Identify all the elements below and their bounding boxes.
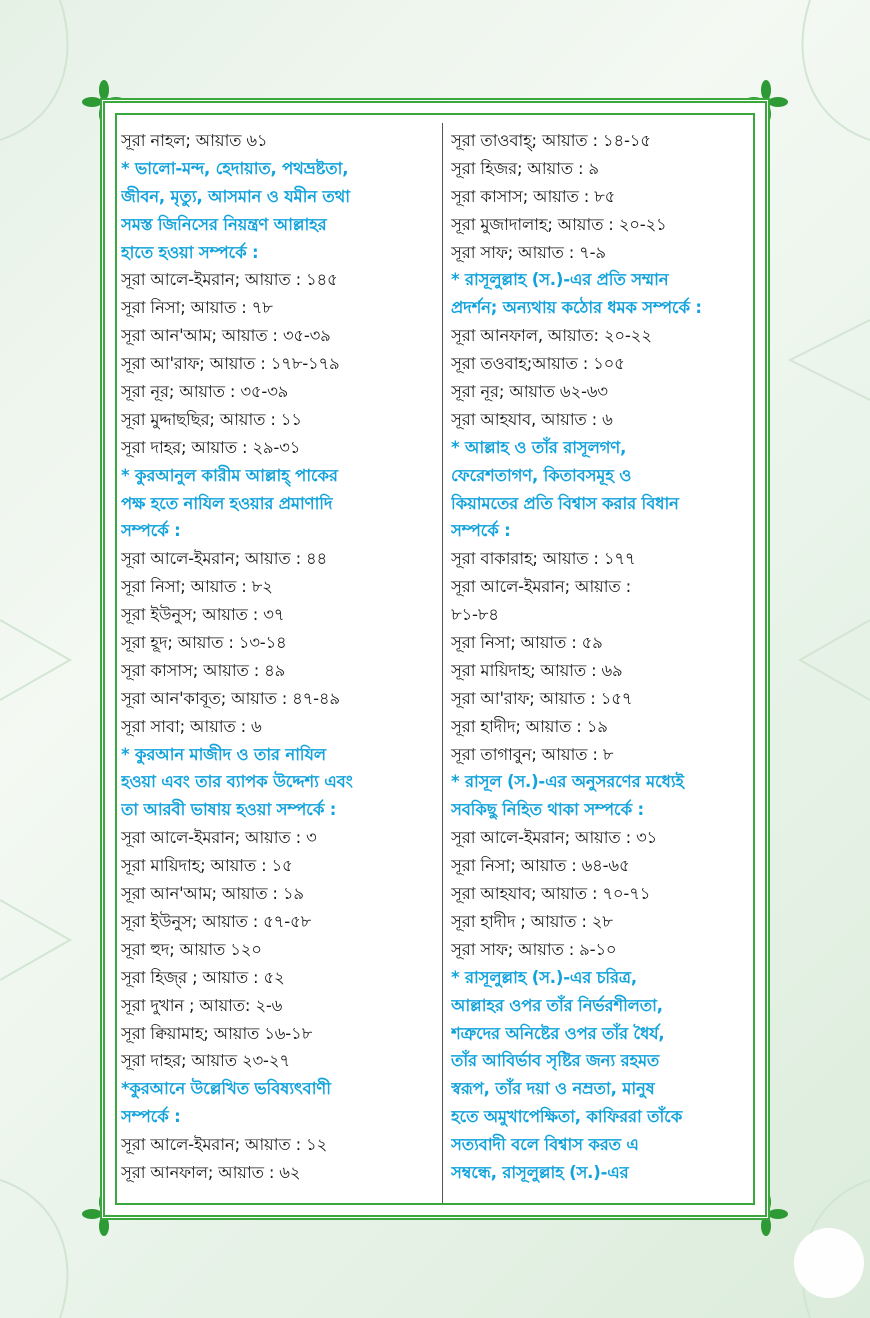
- verse-reference: সূরা তাওবাহ্; আয়াত : ১৪-১৫: [451, 131, 651, 150]
- verse-reference: সূরা কাসাস; আয়াত : ৪৯: [121, 660, 286, 680]
- section-heading-line: তাঁর আবির্ভাব সৃষ্টির জন্য রহমত: [451, 1051, 660, 1071]
- verse-reference: সূরা নূর; আয়াত ৬২-৬৩: [451, 382, 608, 402]
- verse-reference: সূরা আলে-ইমরান; আয়াত : ৩: [121, 828, 317, 848]
- section-heading-line: প্রদর্শন; অন্যথায় কঠোর ধমক সম্পর্কে :: [451, 298, 702, 318]
- verse-reference: সূরা আলে-ইমরান; আয়াত :: [451, 577, 631, 597]
- section-heading-line: * কুরআন মাজীদ ও তার নাযিল: [121, 744, 326, 764]
- verse-reference: সূরা ক্বিয়ামাহ; আয়াত ১৬-১৮: [121, 1023, 313, 1043]
- verse-reference: সূরা আলে-ইমরান; আয়াত : ৪৪: [121, 549, 327, 569]
- verse-reference: সূরা হুদ; আয়াত ১২০: [121, 939, 262, 959]
- section-heading-line: পক্ষ হতে নাযিল হওয়ার প্রমাণাদি: [121, 493, 333, 513]
- page-frame: [100, 98, 770, 1220]
- verse-reference: সূরা হাদীদ ; আয়াত : ২৮: [451, 911, 613, 931]
- section-heading-line: * আল্লাহ ও তাঁর রাসূলগণ,: [451, 437, 627, 457]
- section-heading-line: সম্পর্কে :: [451, 521, 511, 541]
- verse-reference: সূরা আনফাল; আয়াত : ৬২: [121, 1162, 301, 1182]
- verse-reference: সূরা তাগাবুন; আয়াত : ৮: [451, 744, 614, 764]
- section-heading-line: হতে অমুখাপেক্ষিতা, কাফিররা তাঁকে: [451, 1107, 683, 1127]
- verse-reference: সূরা নিসা; আয়াত : ৮২: [121, 577, 273, 597]
- right-column: [447, 127, 769, 1187]
- verse-reference: সূরা আ'রাফ; আয়াত : ১৫৭: [451, 688, 633, 708]
- left-column: [117, 127, 439, 1187]
- verse-reference: সূরা হিজর; আয়াত : ৯: [451, 158, 599, 178]
- verse-reference: সূরা হিজ্‌র ; আয়াত : ৫২: [121, 967, 285, 987]
- section-heading-line: সম্বন্ধে, রাসূলুল্লাহ (স.)-এর: [451, 1162, 629, 1182]
- verse-reference: সূরা ইউনুস; আয়াত : ৫৭-৫৮: [121, 911, 311, 931]
- verse-reference: সূরা আলে-ইমরান; আয়াত : ৩১: [451, 828, 658, 848]
- verse-reference: সূরা হাদীদ; আয়াত : ১৯: [451, 716, 608, 736]
- verse-reference: ৮১-৮৪: [451, 605, 499, 625]
- content-panel: [115, 113, 755, 1205]
- section-heading-line: জীবন, মৃত্যু, আসমান ও যমীন তথা: [121, 186, 350, 206]
- section-heading-line: তা আরবী ভাষায় হওয়া সম্পর্কে :: [121, 800, 337, 820]
- verse-reference: সূরা ইউনুস; আয়াত : ৩৭: [121, 605, 285, 625]
- verse-reference: সূরা নূর; আয়াত : ৩৫-৩৯: [121, 382, 289, 402]
- section-heading-line: * রাসূলুল্লাহ (স.)-এর প্রতি সম্মান: [451, 270, 669, 290]
- section-heading-line: * রাসূল (স.)-এর অনুসরণের মধ্যেই: [451, 772, 684, 792]
- section-heading-line: সম্পর্কে :: [121, 1107, 181, 1127]
- section-heading-line: কিয়ামতের প্রতি বিশ্বাস করার বিধান: [451, 493, 679, 513]
- section-heading-line: সমস্ত জিনিসের নিয়ন্ত্রণ আল্লাহর: [121, 214, 327, 234]
- verse-reference: সূরা নাহল; আয়াত ৬১: [121, 131, 268, 150]
- verse-reference: সূরা সাফ; আয়াত : ৭-৯: [451, 242, 606, 262]
- section-heading-line: আল্লাহর ওপর তাঁর নির্ভরশীলতা,: [451, 995, 663, 1015]
- section-heading-line: হওয়া এবং তার ব্যাপক উদ্দেশ্য এবং: [121, 772, 353, 792]
- section-heading-line: * কুরআনুল কারীম আল্লাহ্ পাকের: [121, 465, 338, 485]
- section-heading-line: ফেরেশতাগণ, কিতাবসমূহ ও: [451, 465, 632, 485]
- section-heading-line: হাতে হওয়া সম্পর্কে :: [121, 242, 259, 262]
- verse-reference: সূরা আ'রাফ; আয়াত : ১৭৮-১৭৯: [121, 354, 340, 374]
- section-heading-line: * ভালো-মন্দ, হেদায়াত, পথভ্রষ্টতা,: [121, 158, 349, 178]
- verse-reference: সূরা আন'আম; আয়াত : ১৯: [121, 884, 304, 904]
- verse-reference: সূরা আলে-ইমরান; আয়াত : ১২: [121, 1135, 328, 1155]
- verse-reference: সূরা নিসা; আয়াত : ৫৯: [451, 633, 603, 653]
- section-heading-line: শত্রুদের অনিষ্টের ওপর তাঁর ধৈর্য,: [451, 1023, 665, 1043]
- verse-reference: সূরা মুজাদালাহ; আয়াত : ২০-২১: [451, 214, 667, 234]
- section-heading-line: * রাসূলুল্লাহ (স.)-এর চরিত্র,: [451, 967, 637, 987]
- verse-reference: সূরা মায়িদাহ; আয়াত : ১৫: [121, 856, 293, 876]
- verse-reference: সূরা দাহর; আয়াত : ২৯-৩১: [121, 437, 301, 457]
- page-corner-circle: [794, 1228, 864, 1298]
- verse-reference: সূরা সাফ; আয়াত : ৯-১০: [451, 939, 617, 959]
- section-heading-line: *কুরআনে উল্লেখিত ভবিষ্যৎবাণী: [121, 1079, 331, 1099]
- verse-reference: সূরা আহযাব; আয়াত : ৭০-৭১: [451, 884, 651, 904]
- verse-reference: সূরা আহযাব, আয়াত : ৬: [451, 409, 613, 429]
- verse-reference: সূরা আন'আম; আয়াত : ৩৫-৩৯: [121, 326, 331, 346]
- verse-reference: সূরা মুদ্দাছছির; আয়াত : ১১: [121, 409, 302, 429]
- verse-reference: সূরা সাবা; আয়াত : ৬: [121, 716, 262, 736]
- verse-reference: সূরা কাসাস; আয়াত : ৮৫: [451, 186, 616, 206]
- verse-reference: সূরা আন'কাবূত; আয়াত : ৪৭-৪৯: [121, 688, 340, 708]
- verse-reference: সূরা দাহর; আয়াত ২৩-২৭: [121, 1051, 290, 1071]
- verse-reference: সূরা নিসা; আয়াত : ৭৮: [121, 298, 273, 318]
- verse-reference: সূরা বাকারাহ; আয়াত : ১৭৭: [451, 549, 636, 569]
- section-heading-line: স্বরূপ, তাঁর দয়া ও নম্রতা, মানুষ: [451, 1079, 655, 1099]
- verse-reference: সূরা মায়িদাহ; আয়াত : ৬৯: [451, 660, 623, 680]
- section-heading-line: সবকিছু নিহিত থাকা সম্পর্কে :: [451, 800, 644, 820]
- verse-reference: সূরা তওবাহ;আয়াত : ১০৫: [451, 354, 625, 374]
- verse-reference: সূরা নিসা; আয়াত : ৬৪-৬৫: [451, 856, 630, 876]
- verse-reference: সূরা আলে-ইমরান; আয়াত : ১৪৫: [121, 270, 338, 290]
- verse-reference: সূরা দুখান ; আয়াত: ২-৬: [121, 995, 283, 1015]
- section-heading-line: সত্যবাদী বলে বিশ্বাস করত এ: [451, 1135, 639, 1155]
- verse-reference: সূরা আনফাল, আয়াত: ২০-২২: [451, 326, 652, 346]
- column-divider: [442, 123, 443, 1203]
- verse-reference: সূরা হূদ; আয়াত : ১৩-১৪: [121, 633, 287, 653]
- section-heading-line: সম্পর্কে :: [121, 521, 181, 541]
